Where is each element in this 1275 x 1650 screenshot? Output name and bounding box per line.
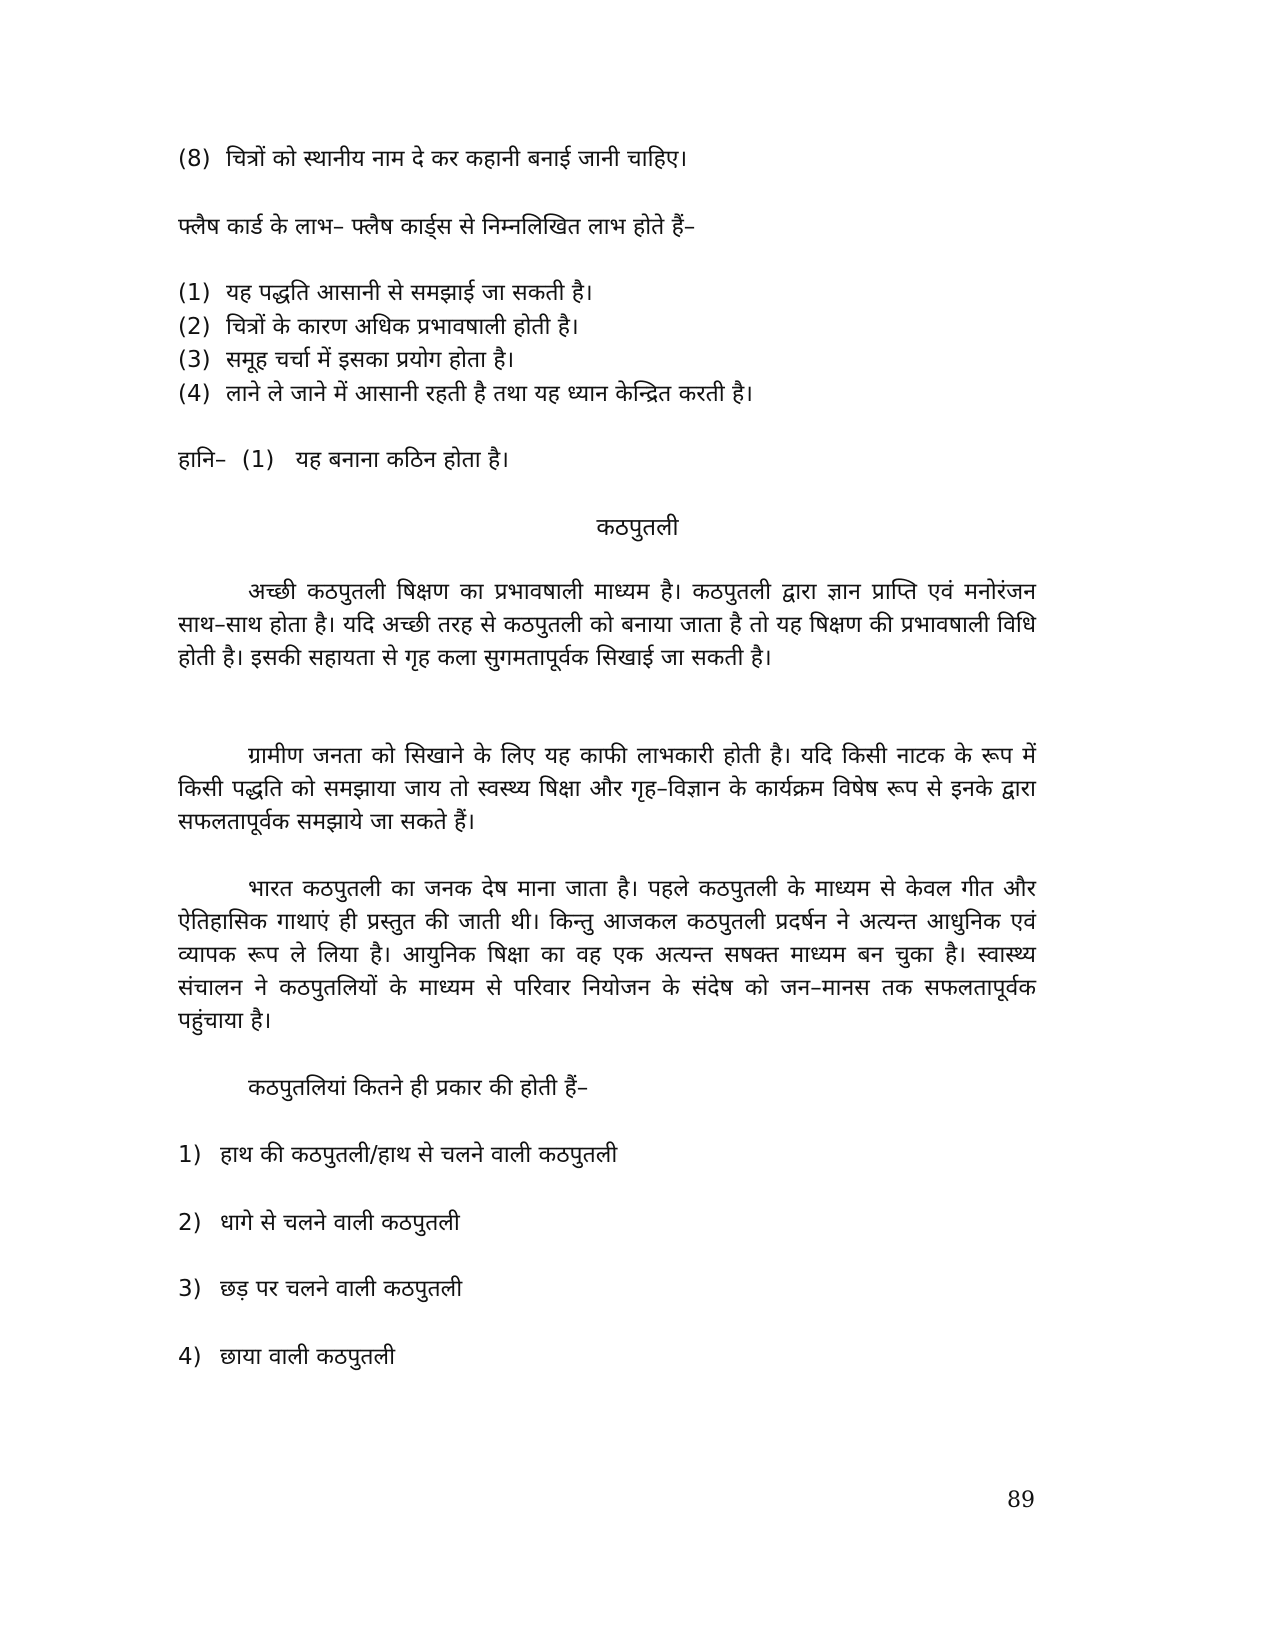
disadvantage-line bbox=[178, 443, 509, 477]
item-text: चित्रों के कारण अधिक प्रभावषाली होती है। bbox=[226, 314, 579, 340]
item-number: (1) bbox=[178, 280, 211, 306]
item-text: छड़ पर चलने वाली कठपुतली bbox=[220, 1276, 463, 1302]
item-text: हाथ की कठपुतली/हाथ से चलने वाली कठपुतली bbox=[220, 1142, 618, 1168]
paragraph-4: कठपुतलियां कितने ही प्रकार की होती हैं– bbox=[248, 1075, 589, 1101]
item-text: यह बनाना कठिन होता है। bbox=[295, 447, 509, 473]
benefit-item-1 bbox=[178, 276, 593, 310]
list-item-8 bbox=[178, 142, 687, 176]
paragraph-1: अच्छी कठपुतली षिक्षण का प्रभावषाली माध्यम है। कठपुतली द्वारा ज्ञान प्राप्ति एवं मनोरंजन साथ–साथ होता है। यदि अच्छी तरह से कठपुतली को बनाया जाता है तो यह षिक्षण की प्रभावषाली विधि होती है। इसकी सहायता से गृह कला सुगमतापूर्वक सिखाई जा सकती है। bbox=[178, 579, 1036, 671]
item-number: (8) bbox=[178, 146, 211, 172]
item-text: धागे से चलने वाली कठपुतली bbox=[220, 1210, 460, 1236]
puppet-type-2 bbox=[178, 1206, 460, 1240]
puppet-type-1 bbox=[178, 1138, 617, 1172]
item-number: 3) bbox=[178, 1276, 202, 1302]
section-heading: कठपुतली bbox=[596, 513, 679, 541]
puppet-type-4 bbox=[178, 1340, 395, 1374]
item-text: छाया वाली कठपुतली bbox=[220, 1344, 396, 1370]
item-number: 4) bbox=[178, 1344, 202, 1370]
flash-benefits-intro: फ्लैष कार्ड के लाभ– फ्लैष कार्ड्स से निम्नलिखित लाभ होते हैं– bbox=[178, 214, 696, 240]
item-number: (3) bbox=[178, 347, 211, 373]
benefit-item-2 bbox=[178, 310, 579, 344]
paragraph-2: ग्रामीण जनता को सिखाने के लिए यह काफी लाभकारी होती है। यदि किसी नाटक के रूप में किसी पद्धति को समझाया जाय तो स्वस्थ्य षिक्षा और गृह–विज्ञान के कार्यक्रम विषेष रूप से इनके द्वारा सफलतापूर्वक समझाये जा सकते हैं। bbox=[178, 743, 1036, 835]
benefit-item-4 bbox=[178, 377, 753, 411]
item-text: लाने ले जाने में आसानी रहती है तथा यह ध्यान केन्द्रित करती है। bbox=[226, 381, 753, 407]
page-number: 89 bbox=[1007, 1488, 1035, 1513]
puppet-type-3 bbox=[178, 1272, 462, 1306]
paragraph-3: भारत कठपुतली का जनक देष माना जाता है। पहले कठपुतली के माध्यम से केवल गीत और ऐतिहासिक गाथाएं ही प्रस्तुत की जाती थी। किन्तु आजकल कठपुतली प्रदर्षन ने अत्यन्त आधुनिक एवं व्यापक रूप ले लिया है। आयुनिक षिक्षा का वह एक अत्यन्त सषक्त माध्यम बन चुका है। स्वास्थ्य संचालन ने कठपुतलियों के माध्यम से परिवार नियोजन के संदेष को जन–मानस तक सफलतापूर्वक पहुंचाया है। bbox=[178, 876, 1036, 1034]
benefit-item-3 bbox=[178, 343, 514, 377]
item-number: (2) bbox=[178, 314, 211, 340]
disadvantage-label: हानि– bbox=[178, 447, 227, 473]
item-number: (1) bbox=[241, 447, 275, 473]
item-text: यह पद्धति आसानी से समझाई जा सकती है। bbox=[226, 280, 593, 306]
item-number: 1) bbox=[178, 1142, 202, 1168]
item-number: (4) bbox=[178, 381, 211, 407]
item-text: समूह चर्चा में इसका प्रयोग होता है। bbox=[226, 347, 515, 373]
item-text: चित्रों को स्थानीय नाम दे कर कहानी बनाई जानी चाहिए। bbox=[226, 146, 688, 172]
item-number: 2) bbox=[178, 1210, 202, 1236]
